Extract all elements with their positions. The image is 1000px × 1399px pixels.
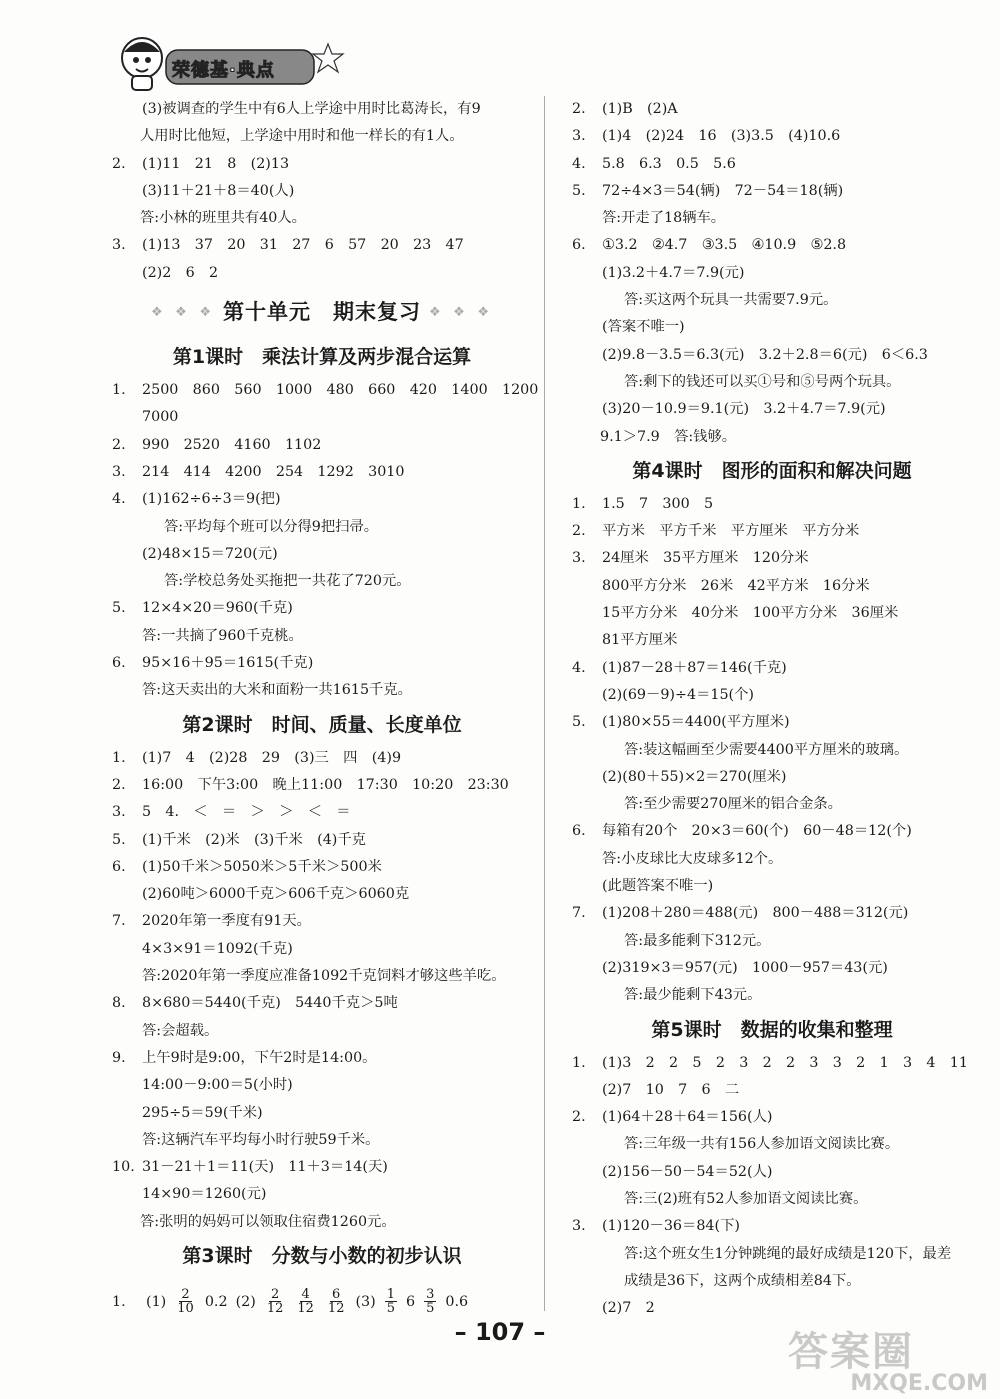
- answer-text: (1)64＋28＋64＝156(人): [602, 1109, 773, 1126]
- answer-text: 答:2020年第一季度应准备1092千克饲料才够这些羊吃。: [142, 968, 506, 985]
- item-number: 3.: [112, 463, 126, 480]
- lesson1-title: 第1课时 乘法计算及两步混合运算: [172, 346, 472, 369]
- item-number: 5.: [112, 600, 126, 617]
- answer-line: [112, 854, 532, 881]
- answer-line: [572, 627, 972, 654]
- answer-text: 72÷4×3＝54(辆) 72－54＝18(辆): [602, 182, 844, 199]
- answer-text: (2)2 6 2: [142, 264, 219, 281]
- numerator: 3: [426, 1286, 435, 1302]
- answer-text: 答:小皮球比大皮球多12个。: [602, 850, 783, 867]
- answer-line: [112, 799, 532, 826]
- answer-line: [112, 595, 532, 622]
- answer-text: 6: [406, 1293, 416, 1310]
- answer-text: 800平方分米 26米 42平方米 16分米: [602, 577, 870, 594]
- answer-text: (1)162÷6÷3＝9(把): [142, 491, 281, 508]
- item-number: 2.: [112, 155, 126, 172]
- answer-text: 答:买这两个玩具一共需要7.9元。: [624, 292, 838, 309]
- answer-line: [112, 963, 532, 990]
- right-top-answers: [572, 96, 972, 451]
- answer-line: [572, 928, 972, 955]
- answer-text: (1)50千米＞5050米＞5千米＞500米: [142, 858, 382, 875]
- answer-text: 答:最多能剩下312元。: [624, 932, 771, 949]
- answer-line: [112, 404, 532, 431]
- answer-line: [572, 1268, 972, 1295]
- lesson3-title: 第3课时 分数与小数的初步认识: [182, 1244, 462, 1267]
- answer-line: [112, 1181, 532, 1208]
- answer-line: [112, 772, 532, 799]
- answer-line: [572, 1213, 972, 1240]
- answer-line: [112, 827, 532, 854]
- answer-text: (2)319×3＝957(元) 1000－957＝43(元): [602, 959, 888, 976]
- answer-text: (2)7 10 7 6 二: [602, 1081, 740, 1098]
- deco-left: ❖ ❖ ❖: [150, 305, 215, 321]
- answer-line: [572, 1050, 972, 1077]
- answer-text: (1)4 (2)24 16 (3)3.5 (4)10.6: [602, 128, 841, 145]
- answer-line: [572, 982, 972, 1009]
- column-divider: [544, 96, 545, 1311]
- item-number: 10.: [112, 1159, 135, 1176]
- answer-line: [112, 650, 532, 677]
- answer-text: 答:学校总务处买拖把一共花了720元。: [164, 573, 411, 590]
- answer-line: [112, 123, 532, 150]
- answer-text: 24厘米 35平方厘米 120分米: [602, 550, 809, 567]
- item-number: 5.: [112, 831, 126, 848]
- answer-text: 15平方分米 40分米 100平方分米 36厘米: [602, 605, 899, 622]
- numerator: 4: [301, 1286, 310, 1302]
- answer-line: [112, 1018, 532, 1045]
- answer-line: [572, 1159, 972, 1186]
- answer-line: [572, 178, 972, 205]
- item-number: 6.: [112, 858, 126, 875]
- answer-text: 31－21＋1＝11(天) 11＋3＝14(天): [142, 1159, 388, 1176]
- answer-line: [572, 1104, 972, 1131]
- answer-text: (1)千米 (2)米 (3)千米 (4)千克: [142, 831, 366, 848]
- denominator: 5: [426, 1301, 435, 1317]
- lesson4-title: 第4课时 图形的面积和解决问题: [632, 459, 912, 482]
- answer-text: 上午9时是9:00，下午2时是14:00。: [142, 1049, 377, 1066]
- fraction: [326, 1288, 347, 1316]
- answer-line: [112, 568, 532, 595]
- answer-line: [572, 205, 972, 232]
- item-number: 9.: [112, 1049, 126, 1066]
- answer-text: 答:张明的妈妈可以领取住宿费1260元。: [140, 1213, 396, 1230]
- left-top-answers: [112, 96, 532, 287]
- answer-text: (1)3 2 2 5 2 3 2 2 3 3 2 1 3 4 11: [602, 1054, 968, 1071]
- answer-text: (2)7 2: [602, 1300, 655, 1317]
- answer-line: [572, 123, 972, 150]
- answer-line: [572, 900, 972, 927]
- answer-line: [572, 151, 972, 178]
- answer-line: [112, 232, 532, 259]
- answer-line: [112, 1100, 532, 1127]
- answer-line: [112, 178, 532, 205]
- answer-text: (2)(69－9)÷4＝15(个): [602, 686, 755, 703]
- answer-line: [572, 369, 972, 396]
- answer-line: [572, 573, 972, 600]
- answer-text: 0.6: [445, 1293, 469, 1310]
- watermark-cn: 答案圈: [788, 1329, 914, 1375]
- numerator: 1: [386, 1286, 396, 1302]
- answer-line: [112, 514, 532, 541]
- answer-text: 答:最少能剩下43元。: [624, 987, 762, 1004]
- denominator: 12: [266, 1301, 284, 1317]
- answer-line: [572, 764, 972, 791]
- item-number: 3.: [572, 550, 586, 567]
- answer-line: [572, 955, 972, 982]
- answer-text: ①3.2 ②4.7 ③3.5 ④10.9 ⑤2.8: [602, 237, 847, 254]
- answer-text: (1)87－28＋87＝146(千克): [602, 659, 787, 676]
- answer-line: [572, 342, 972, 369]
- item-number: 2.: [112, 776, 126, 793]
- answer-text: (2)(80＋55)×2＝270(厘米): [602, 768, 787, 785]
- answer-line: [572, 600, 972, 627]
- answer-text: 答:一共摘了960千克桃。: [142, 627, 303, 644]
- answer-text: 1.5 7 300 5: [602, 495, 714, 512]
- item-number: 4.: [572, 659, 586, 676]
- answer-line: [572, 260, 972, 287]
- watermark-en: MXQE.COM: [850, 1371, 988, 1396]
- answer-text: (1)3.2＋4.7＝7.9(元): [602, 264, 745, 281]
- item-number: 3.: [572, 1218, 586, 1235]
- answer-text: 2500 860 560 1000 480 660 420 1400 1200: [142, 382, 539, 399]
- answer-line: [572, 545, 972, 572]
- denominator: 12: [297, 1301, 314, 1317]
- answer-text: 答:装这幅画至少需要4400平方厘米的玻璃。: [624, 741, 909, 758]
- answer-text: (3)20－10.9＝9.1(元) 3.2＋4.7＝7.9(元): [602, 401, 886, 418]
- answer-text: (1): [146, 1293, 167, 1310]
- answer-line: [112, 432, 532, 459]
- answer-text: 990 2520 4160 1102: [142, 436, 322, 453]
- item-number: 6.: [572, 237, 586, 254]
- answer-text: (答案不唯一): [602, 319, 685, 336]
- publisher-logo: [110, 30, 350, 94]
- answer-text: (1)11 21 8 (2)13: [142, 155, 290, 172]
- answer-line: [572, 314, 972, 341]
- answer-text: 12×4×20＝960(千克): [142, 600, 293, 617]
- answer-text: 8×680＝5440(千克) 5440千克＞5吨: [142, 995, 398, 1012]
- answer-line: [572, 396, 972, 423]
- answer-line: [112, 1127, 532, 1154]
- item-number: 7.: [112, 913, 126, 930]
- answer-line: [112, 745, 532, 772]
- answer-line: [572, 709, 972, 736]
- numerator: 2: [181, 1286, 190, 1302]
- fraction: [424, 1288, 436, 1316]
- answer-text: 81平方厘米: [602, 632, 678, 649]
- answer-text: 每箱有20个 20×3＝60(个) 60－48＝12(个): [602, 823, 912, 840]
- answer-line: [572, 1241, 972, 1268]
- item-number: 6.: [112, 655, 126, 672]
- item-number: 3.: [112, 804, 126, 821]
- answer-text: 5.8 6.3 0.5 5.6: [602, 155, 736, 172]
- answer-line: [572, 518, 972, 545]
- answer-text: 295÷5＝59(千米): [142, 1104, 263, 1121]
- answer-text: 平方米 平方千米 平方厘米 平方分米: [602, 523, 860, 540]
- answer-line: [572, 737, 972, 764]
- answer-text: 9.1＞7.9 答:钱够。: [600, 428, 737, 445]
- item-number: 1.: [112, 1293, 126, 1310]
- answer-line: [572, 1186, 972, 1213]
- answer-text: 答:三(2)班有52人参加语文阅读比赛。: [624, 1190, 868, 1207]
- lesson5-answers: [572, 1050, 972, 1323]
- answer-text: (1)13 37 20 31 27 6 57 20 23 47: [142, 237, 464, 254]
- answer-text: 答:这辆汽车平均每小时行驶59千米。: [142, 1131, 380, 1148]
- answer-line: [572, 424, 972, 451]
- answer-line: [112, 990, 532, 1017]
- answer-text: (2)48×15＝720(元): [142, 545, 278, 562]
- answer-text: (1)B (2)A: [602, 101, 678, 117]
- answer-text: 16:00 下午3:00 晚上11:00 17:30 10:20 23:30: [142, 776, 509, 793]
- answer-line: [112, 881, 532, 908]
- answer-text: (2)9.8－3.5＝6.3(元) 3.2＋2.8＝6(元) 6＜6.3: [602, 346, 928, 363]
- answer-text: (3)被调查的学生中有6人上学途中用时比葛涛长，有9: [142, 101, 481, 117]
- answer-text: (2)156－50－54＝52(人): [602, 1163, 773, 1180]
- answer-line: [572, 96, 972, 123]
- answer-text: 答:三年级一共有156人参加语文阅读比赛。: [624, 1136, 900, 1153]
- item-number: 5.: [572, 714, 586, 731]
- answer-text: 成绩是36下，这两个成绩相差84下。: [624, 1272, 861, 1289]
- page-number: – 107 –: [454, 1318, 546, 1346]
- answer-line: [572, 846, 972, 873]
- item-number: 2.: [572, 1109, 586, 1126]
- item-number: 1.: [572, 495, 586, 512]
- answer-line: [112, 1154, 532, 1181]
- answer-text: (此题答案不唯一): [602, 878, 714, 895]
- answer-line: [112, 908, 532, 935]
- answer-line: [112, 677, 532, 704]
- answer-text: (1)120－36＝84(下): [602, 1218, 740, 1235]
- answer-text: 答:会超载。: [142, 1022, 219, 1039]
- left-column: [112, 96, 539, 1328]
- answer-line: [572, 232, 972, 259]
- answer-text: 0.2: [204, 1293, 228, 1310]
- watermark: [788, 1320, 988, 1396]
- item-number: 3.: [572, 128, 586, 145]
- answer-text: 答:开走了18辆车。: [602, 210, 726, 227]
- answer-text: (3): [355, 1293, 376, 1310]
- answer-line: [572, 1131, 972, 1158]
- item-number: 2.: [112, 436, 126, 453]
- lesson5-title: 第5课时 数据的收集和整理: [651, 1018, 893, 1041]
- answer-text: (1)7 4 (2)28 29 (3)三 四 (4)9: [142, 749, 402, 766]
- item-number: 2.: [572, 523, 586, 540]
- item-number: 2.: [572, 101, 586, 117]
- answer-text: 答:这个班女生1分钟跳绳的最好成绩是120下，最差: [624, 1245, 952, 1262]
- answer-text: 答:平均每个班可以分得9把扫帚。: [164, 518, 379, 535]
- item-number: 3.: [112, 237, 126, 254]
- answer-line: [572, 1077, 972, 1104]
- item-number: 4.: [572, 155, 586, 172]
- numerator: 2: [270, 1286, 280, 1302]
- lesson2-answers: [112, 745, 532, 1236]
- item-number: 8.: [112, 995, 126, 1012]
- item-number: 1.: [112, 382, 126, 399]
- deco-right: ❖ ❖ ❖: [429, 305, 494, 321]
- answer-line: [572, 873, 972, 900]
- answer-line: [572, 655, 972, 682]
- answer-text: 95×16＋95＝1615(千克): [142, 655, 314, 672]
- answer-line: [572, 791, 972, 818]
- answer-line: [572, 682, 972, 709]
- answer-text: 人用时比他短，上学途中用时和他一样长的有1人。: [140, 128, 464, 145]
- lesson1-answers: [112, 377, 539, 705]
- numerator: 6: [332, 1286, 341, 1302]
- answer-text: (1)208＋280＝488(元) 800－488＝312(元): [602, 905, 909, 922]
- denominator: 12: [327, 1301, 345, 1317]
- answer-line: [112, 623, 532, 650]
- answer-text: 答:这天卖出的大米和面粉一共1615千克。: [142, 682, 412, 699]
- right-column: [572, 96, 972, 1322]
- item-number: 5.: [572, 182, 586, 199]
- denominator: 10: [177, 1301, 194, 1317]
- answer-line: [572, 287, 972, 314]
- answer-line: [112, 541, 532, 568]
- answer-text: 4×3×91＝1092(千克): [142, 940, 293, 957]
- answer-text: (2)60吨＞6000千克＞606千克＞6060克: [142, 886, 410, 903]
- answer-text: 14:00－9:00＝5(小时): [142, 1077, 293, 1094]
- answer-line: [112, 377, 539, 404]
- answer-line: [112, 1045, 532, 1072]
- lesson2-title: 第2课时 时间、质量、长度单位: [182, 713, 462, 736]
- answer-line: [112, 151, 532, 178]
- answer-line: [112, 96, 532, 123]
- item-number: 4.: [112, 491, 126, 508]
- answer-text: 7000: [142, 409, 179, 426]
- answer-text: 214 414 4200 254 1292 3010: [142, 463, 405, 480]
- answer-text: (3)11＋21＋8＝40(人): [142, 182, 295, 199]
- answer-line: [112, 205, 532, 232]
- answer-line: [112, 260, 532, 287]
- item-number: 1.: [112, 749, 126, 766]
- answer-text: (2): [235, 1293, 256, 1310]
- answer-line: [112, 936, 532, 963]
- lesson4-answers: [572, 491, 972, 1010]
- answer-text: 5 4. ＜ ＝ ＞ ＞ ＜ ＝: [142, 804, 351, 821]
- answer-line: [112, 486, 532, 513]
- item-number: 7.: [572, 905, 586, 922]
- answer-line: [572, 491, 972, 518]
- answer-line: [112, 459, 532, 486]
- answer-text: 14×90＝1260(元): [142, 1186, 267, 1203]
- fraction: [385, 1288, 397, 1316]
- answer-line: [572, 818, 972, 845]
- denominator: 5: [386, 1301, 396, 1317]
- answer-text: 答:小林的班里共有40人。: [140, 210, 306, 227]
- item-number: 6.: [572, 823, 586, 840]
- fraction: [175, 1288, 196, 1316]
- item-number: 1.: [572, 1054, 586, 1071]
- fraction: [265, 1288, 286, 1316]
- answer-text: (1)80×55＝4400(平方厘米): [602, 714, 790, 731]
- answer-text: 2020年第一季度有91天。: [142, 913, 311, 930]
- answer-text: 答:至少需要270厘米的铝合金条。: [624, 796, 842, 813]
- answer-line: [112, 1072, 532, 1099]
- unit-title: [112, 287, 532, 337]
- answer-line: [112, 1209, 532, 1236]
- answer-text: 答:剩下的钱还可以买①号和⑤号两个玩具。: [624, 373, 901, 390]
- unit-title-text: 第十单元 期末复习: [223, 300, 421, 325]
- fraction: [295, 1288, 316, 1316]
- logo-text: 荣德基·典点: [172, 60, 275, 81]
